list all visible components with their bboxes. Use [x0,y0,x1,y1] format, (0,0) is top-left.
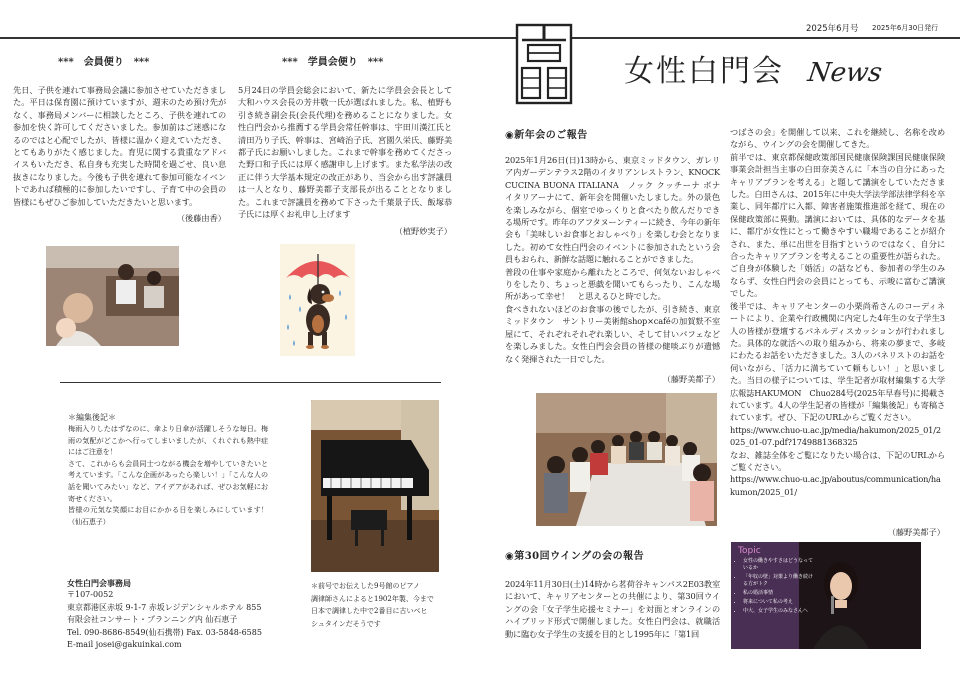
wing-heading: ◉第30回ウイングの会の報告 [505,551,645,562]
slide-topic-item: • 中大、女子学生のみなさんへ [743,608,813,615]
issued-date: 2025年6月30日発行 [872,24,939,32]
dog-umbrella-art [280,244,355,356]
editor-heading: ＊編集後記＊ [68,413,116,422]
right-column-signature: （藤野美都子） [887,527,945,537]
office-email: E-mail josei@gakuinkai.com [67,640,182,650]
slide-topic-item: • 将来について私の考え [743,599,813,606]
kaiin-signature: （後藤由香） [176,213,226,223]
wing-body: 2024年11月30日(土)14時から茗荷谷キャンパス2E03教室において、キャリアセンターとの共催により、第30回ウイングの会「女子学生応援セミナー」を対面とオンラインのハイブリッド形式で開催しました。女性白門会は、就職活動に臨む女子学生の支援を目的とし1995年に「第1回 [505,579,720,639]
slide-title: Topic [738,546,761,556]
party-photo-art [536,393,717,526]
hakumon-logo-mark [514,22,574,106]
kaiin-heading: *** 会員便り *** [58,57,150,68]
left-divider [60,382,441,383]
editor-note [68,412,268,527]
office-tel: Tel. 090-8686-8549(仙石携帯) Fax. 03-5848-6585 [67,627,262,637]
meeting-photo [46,246,179,346]
masthead-news: News [805,58,884,88]
office-address: 東京都港区赤坂 9-1-7 赤坂レジデンシャルホテル 855 [67,602,262,612]
shinnen-signature: （藤野美都子） [662,374,720,384]
gakuin-heading: *** 学員会便り *** [282,57,384,68]
party-photo [536,393,717,526]
right-column-body: つばさの会」を開催して以来、これを継続し、名称を改めながら、ウイングの会を開催してきた。 前半では、東京都保健政策部国民健康保険課国民健康保険事業会計担当主事の白田奈美さんに「本当の自分にあったキャリアプランを考える」と題して講演をしていただきました。白田さんは、2015年に中央大学法学部法律学科を卒業し、同年都庁に入都、障害者施策推進部を経て、現在の保健政策部に異動。講演においては、具体的なデータを基に、都庁が女性にとって働きやすい職場であることが紹介され、また、単に出世を目指すというのではなく、自分に合ったキャリアプランを考えることの重要性が語られた。ご自身が体験した「婚活」の話なども、参加者の学生のみならず、女性白門会の会員にとっても、示唆に富むご講演でした。 後半では、キャリアセンターの小栗尚希さんのコーディネートにより、企業や行政機関に内定した4年生の女子学生3人の皆様が登壇するパネルディスカッションが行われました。具体的な就活への取り組みから、将来の夢まで、多岐にわたるお話をいただきました。3人のパネリストのお話を伺いながら、「活力に満ちていて頼もしい！」と思いました。当日の様子については、学生記者が取材編集する大学広報誌HAKUMON Chuo284号(2025年早春号)に掲載されています。4人の学生記者の皆様が「編集後記」も寄稿されています。ぜひ、下記のURLからご覧ください。 https://www.chuo-u.ac.jp/media/hakumon/2025_01/2025_01-07.pdf?1749881368325 なお、雑誌全体をご覧になりたい場合は、下記のURLからご覧ください。 https://www.chuo-u.ac.jp/aboutus/communication/hakumon/2025_01/ [730,127,945,497]
kaiin-body: 先日、子供を連れて事務局会議に参加させていただきました。平日は保育園に預けていますが、週末のため預け先がなく、事務局メンバーに相談したところ、子供を連れての参加を快く許可してくださいました。参加前はご迷惑になるのではと心配でしたが、皆様に温かく迎えていただき、とてもありがたく感じました。育児に関する貴重なアドバイスもいただき、私自身も充実した時間を過ごせ、良い息抜きになりました。今後も子供を連れて参加可能なイベントであれば積極的に参加したいですし、子育て中の会員の皆様にもぜひご参加していただきたいと思います。 [13,85,226,207]
shinnen-body: 2025年1月26日(日)13時から、東京ミッドタウン、ガレリア内ガーデンテラス2階のイタリアンレストラン、KNOCK CUCINA BUONA ITALIANA ノック クッチーナ ボナ イタリアーナにて、新年会を開催いたしました。外の景色を楽しみながら、個室でゆっくりと食べたり飲んだりできる場所です。昨年のアフタヌーンティーに続き、今年の新年会も「美味しいお食事とおしゃべり」を楽しむ会となりました。初めて女性白門会のイベントに参加されたという会員もおられ、新鮮な話題に触れることができました。 普段の仕事や家庭から離れたところで、何気ないおしゃべりをしたり、ちょっと悪戯を聞いてもらったり、こんな場所があって幸せ！ と思えるひと時でした。 食べきれないほどのお食事の後でしたが、引き続き、東京ミッドタウン サントリー美術館shop×caféの加賀麩不室屋にて、それぞれそれぞれ楽しい、そして甘いパフェなどを楽しみました。女性白門会会員の皆様の健啖ぶりが遺憾なく発揮された一日でした。 [505,155,720,364]
piano-photo-art [311,400,439,572]
piano-caption: ＊前号でお伝えした9号館のピアノ 調律師さんによると1902年製、今まで 日本で調律した中で2番目に古いベヒ シュタインだそうです [311,582,434,628]
slide-topic-item: • 女性の働きやすさはどうなっているか [743,558,813,572]
dog-umbrella-illustration [280,244,355,356]
header-rule [0,37,960,39]
seminar-slide-photo [731,542,921,649]
office-postal: 〒107-0052 [67,590,114,600]
piano-photo [311,400,439,572]
hakumon-logo [514,22,574,106]
slide-topic-item: • 「年収の壁」対策より働き続ける方がトク [743,574,813,588]
slide-topic-list [731,558,813,617]
gakuin-body: 5月24日の学員会総会において、新たに学員会会長として大和ハウス会長の芳井敬一氏が選ばれました。私、植野も引き続き副会長(会長代理)を務めることになりました。女性白門会から推薦する学員会常任幹事は、宇田川漢江氏と清田乃り子氏、幹事は、宮崎治子氏、宮園久栄氏、藤野美都子氏にお願いしました。これまで幹事を務めてくださった野口和子氏には厚く感謝申し上げます。また私学法の改正に伴う大学基本規定の改正があり、当会から出す評議員は一人となり、藤野美都子支部長が出ることとなりました。これまで評議員を務めて下さった千葉景子氏、飯塚恭子氏には厚くお礼申し上げます [238,85,452,220]
office-name: 女性白門会事務局 [67,578,131,588]
gakuin-signature: （植野妙実子） [394,226,452,236]
office-company: 有限会社コンサート・プランニング内 仙石恵子 [67,615,238,625]
masthead-title: 女性白門会 [624,54,784,89]
office-info [67,577,297,651]
issue-number: 2025年6月号 [806,24,859,34]
editor-body: 梅雨入りしたはずなのに、傘より日傘が活躍しそうな毎日。梅雨の気配がどこかへ行ってしまいましたが、くれぐれも熱中症にはご注意を！ さて、これからも会員同士つながる機会を増やしていきたいと考えています。「こんな企画があったら楽しい！」「こんな人の話を聞いてみたい」など、アイデアがあれば、ぜひお気軽にお寄せください。 皆様の元気な笑顔にお目にかかる日を楽しみにしています！（仙石恵子） [68,424,268,526]
slide-topic-item: • 私の婚活事情 [743,590,813,597]
shinnen-heading: ◉新年会のご報告 [505,130,588,141]
meeting-photo-art [46,246,179,346]
